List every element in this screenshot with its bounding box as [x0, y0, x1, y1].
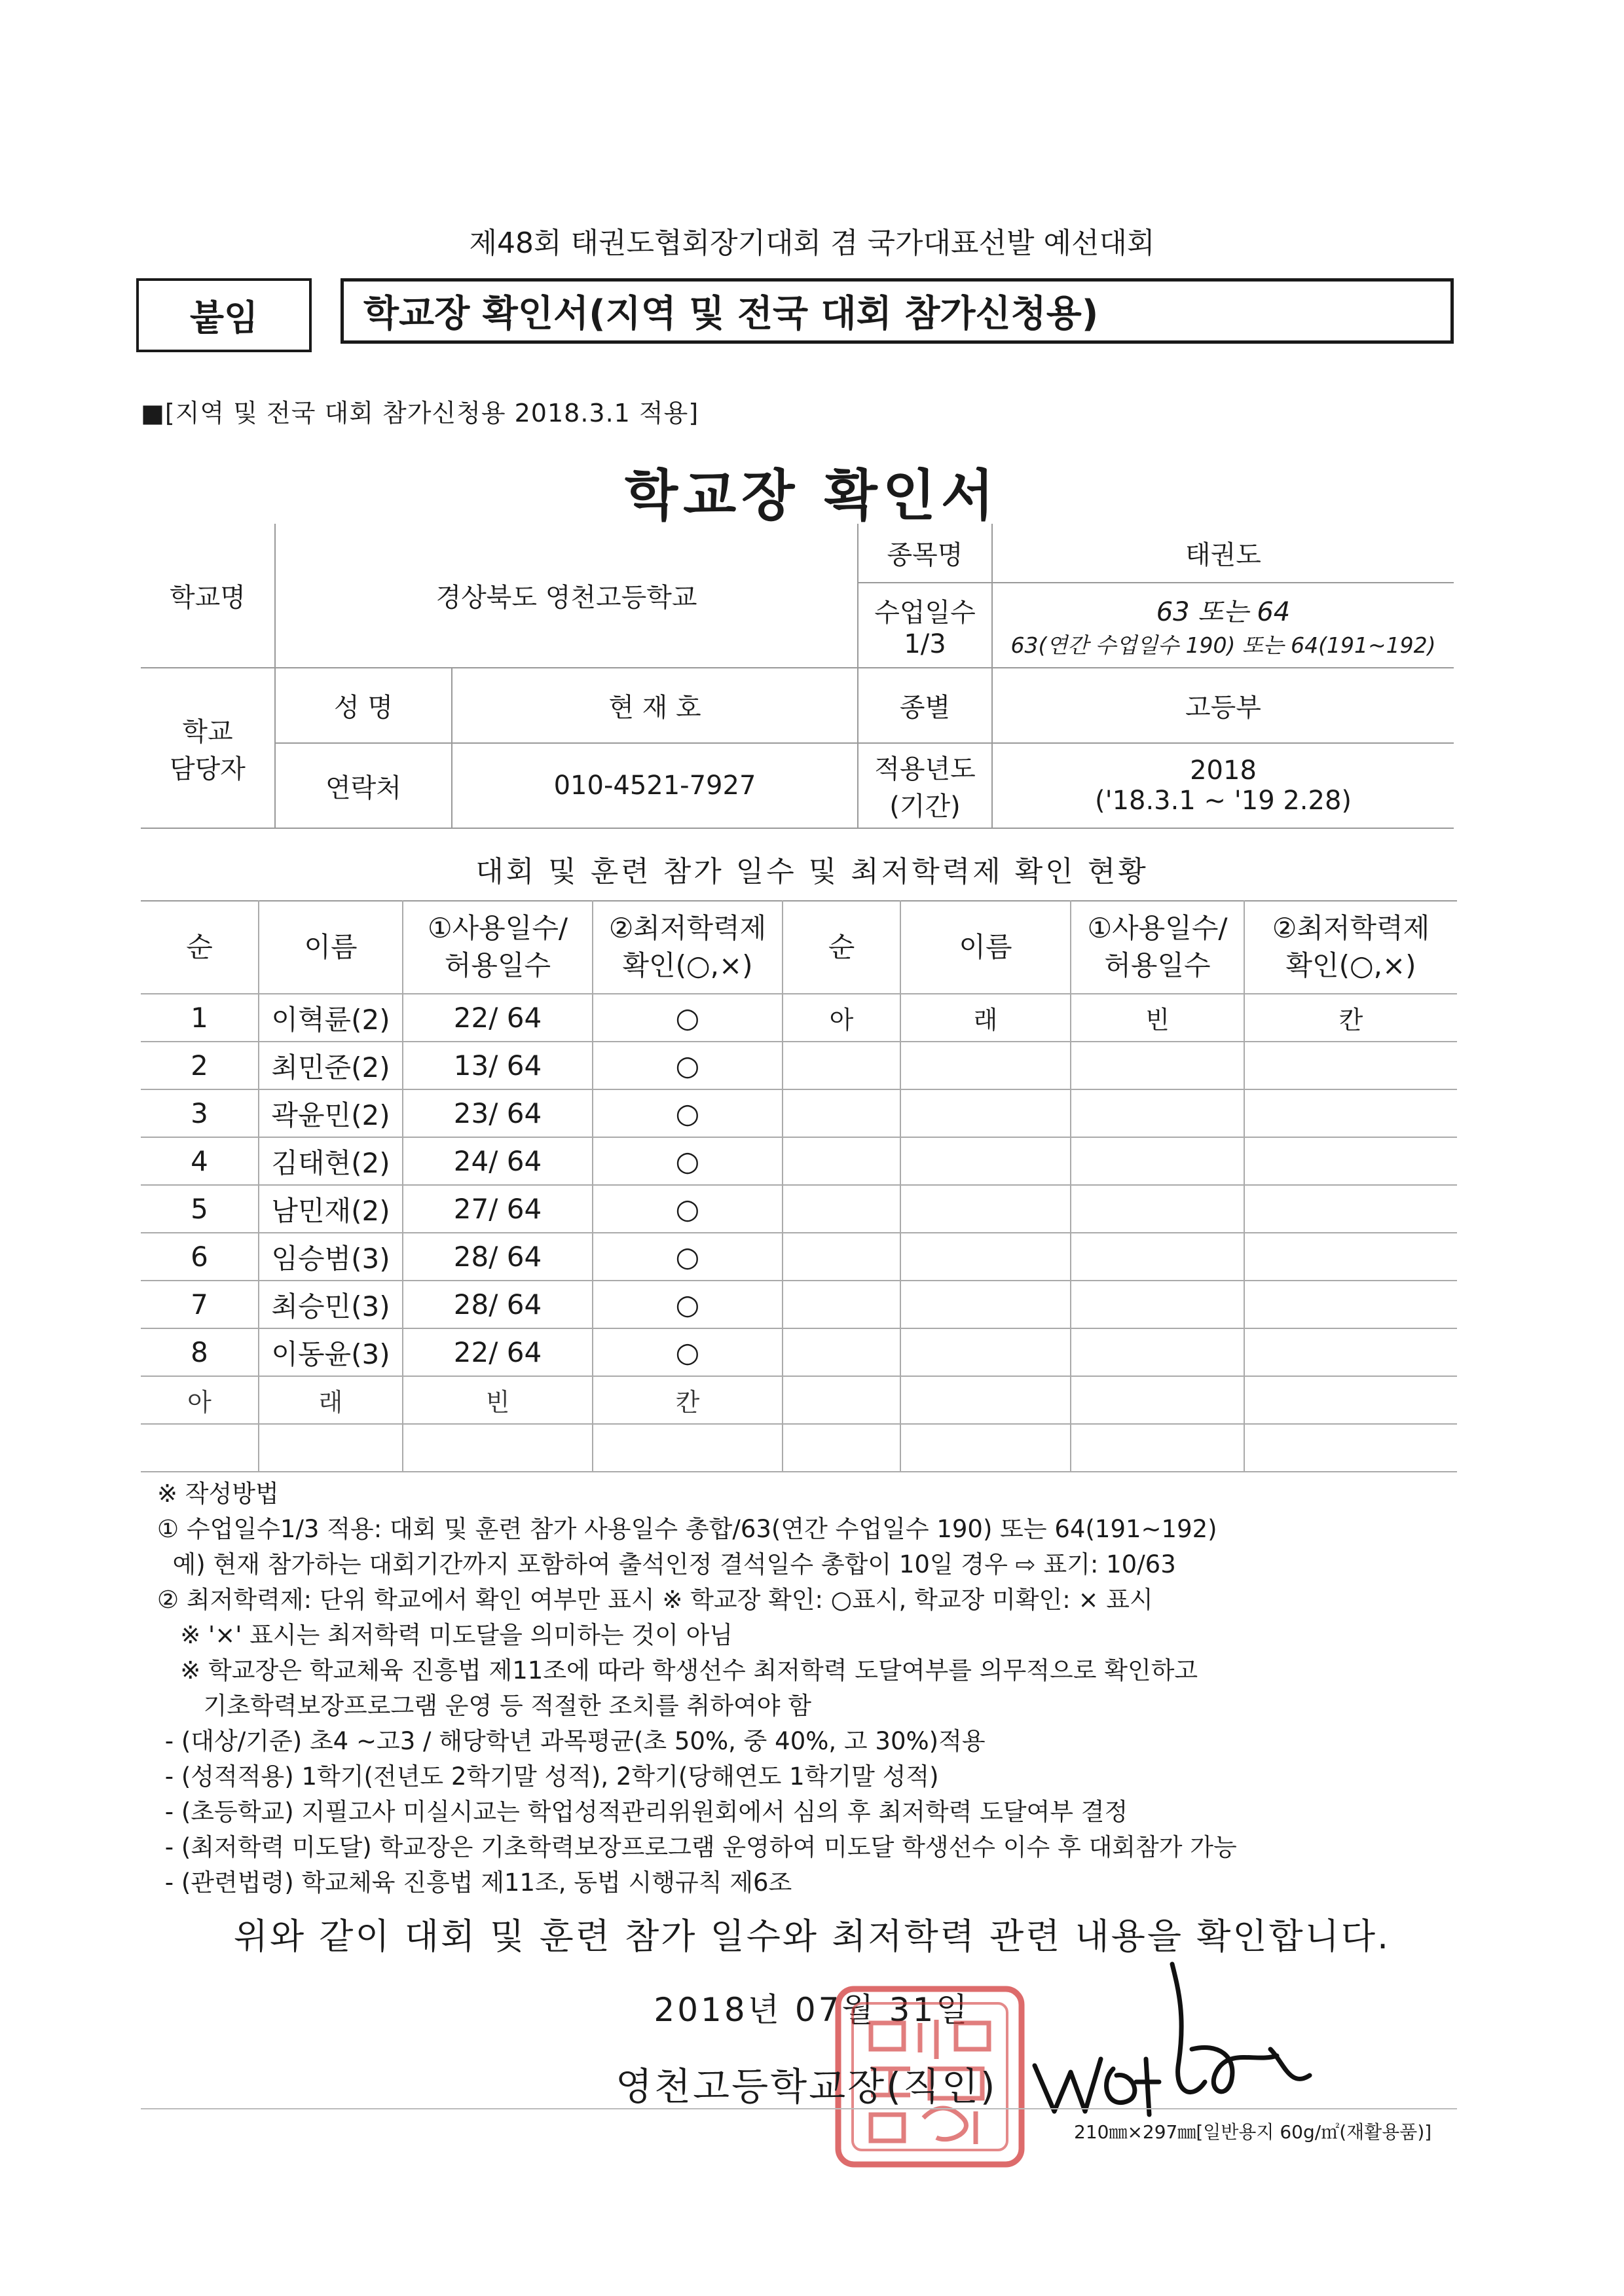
roster-empty-cell [783, 1424, 900, 1472]
confirmation-text: 위와 같이 대회 및 훈련 참가 일수와 최저학력 관련 내용을 확인합니다. [233, 1916, 1391, 1957]
roster-empty-cell [1244, 1089, 1457, 1137]
attachment-label: 붙임 [136, 278, 312, 352]
roster-empty-cell [900, 1233, 1071, 1281]
roster-table [141, 900, 1457, 1472]
roster-no: 3 [141, 1089, 259, 1137]
school-label: 학교명 [141, 524, 275, 668]
roster-check: ○ [593, 1185, 783, 1233]
header-grade-2-line1: ②최저학력제 [1272, 912, 1430, 945]
header-grade-line1: ②최저학력제 [608, 912, 767, 945]
year-label-line1: 적용년도 [874, 754, 976, 784]
roster-days: 22/ 64 [403, 994, 593, 1042]
event-label: 종목명 [858, 524, 992, 583]
roster-no: 1 [141, 994, 259, 1042]
instruction-line: ※ '×' 표시는 최저학력 미도달을 의미하는 것이 아님 [157, 1621, 733, 1649]
roster-empty-cell [1071, 1424, 1244, 1472]
roster-days: 27/ 64 [403, 1185, 593, 1233]
roster-name: 곽윤민(2) [259, 1089, 403, 1137]
signer: 영천고등학교장(직인) [616, 2064, 997, 2109]
roster-empty-cell [783, 1042, 900, 1089]
roster-name: 최민준(2) [259, 1042, 403, 1089]
days-value [992, 583, 1454, 668]
roster-empty-cell [900, 1185, 1071, 1233]
roster-empty-cell [1071, 1137, 1244, 1185]
roster-row [141, 1185, 1457, 1233]
roster-days: 13/ 64 [403, 1042, 593, 1089]
contact-label [141, 668, 275, 828]
roster-empty-cell [259, 1424, 403, 1472]
instruction-line: ① 수업일수1/3 적용: 대회 및 훈련 참가 사용일수 총합/63(연간 수업일수 190) 또는 64(191~192) [157, 1515, 1217, 1543]
header-days-line1: ①사용일수/ [427, 912, 568, 945]
instruction-line: - (대상/기준) 초4 ~고3 / 해당학년 과목평균(초 50%, 중 40%, 고 30%)적용 [157, 1727, 986, 1755]
days-label [858, 583, 992, 668]
roster-empty-cell [783, 1376, 900, 1424]
roster-header-row [141, 901, 1457, 994]
footer-rule [141, 2108, 1457, 2109]
roster-no: 2 [141, 1042, 259, 1089]
name-label: 성 명 [275, 668, 452, 743]
instruction-line: ② 최저학력제: 단위 학교에서 확인 여부만 표시 ※ 학교장 확인: ○표시, 학교장 미확인: × 표시 [157, 1586, 1153, 1614]
roster-empty-cell [900, 1137, 1071, 1185]
roster-days: 28/ 64 [403, 1233, 593, 1281]
roster-no: 4 [141, 1137, 259, 1185]
header-grade [593, 901, 783, 994]
roster-empty-cell [1244, 1137, 1457, 1185]
roster-empty-cell [783, 1185, 900, 1233]
roster-body [141, 994, 1457, 1472]
roster-no: 6 [141, 1233, 259, 1281]
roster-empty-cell [900, 1042, 1071, 1089]
header-grade-2-line2: 확인(○,×) [1285, 949, 1416, 981]
header-grade-line2: 확인(○,×) [622, 949, 753, 981]
roster-row [141, 1089, 1457, 1137]
roster-empty-cell [783, 1089, 900, 1137]
roster-row [141, 1233, 1457, 1281]
roster-filler-cell: 칸 [593, 1376, 783, 1424]
header-no: 순 [141, 901, 259, 994]
roster-name: 최승민(3) [259, 1281, 403, 1328]
roster-empty-cell [1071, 1185, 1244, 1233]
roster-days: 23/ 64 [403, 1089, 593, 1137]
roster-empty-cell [1071, 1042, 1244, 1089]
header-title: 학교장 확인서(지역 및 전국 대회 참가신청용) [341, 278, 1454, 344]
roster-empty-cell [1244, 1042, 1457, 1089]
roster-row [141, 1137, 1457, 1185]
instruction-line: ※ 학교장은 학교체육 진흥법 제11조에 따라 학생선수 최저학력 도달여부를 의무적으로 확인하고 [157, 1656, 1198, 1685]
paper-spec: 210㎜×297㎜[일반용지 60g/㎡(재활용품)] [1074, 2121, 1432, 2143]
category-value: 고등부 [992, 668, 1454, 743]
roster-row [141, 994, 1457, 1042]
roster-check: ○ [593, 1042, 783, 1089]
roster-check: ○ [593, 1281, 783, 1328]
header-name: 이름 [259, 901, 403, 994]
roster-check: ○ [593, 1137, 783, 1185]
header-days-2-line2: 허용일수 [1104, 949, 1211, 981]
roster-empty-cell [593, 1424, 783, 1472]
roster-row [141, 1281, 1457, 1328]
roster-empty-cell [900, 1089, 1071, 1137]
roster-empty-cell [1071, 1233, 1244, 1281]
category-label: 종별 [858, 668, 992, 743]
roster-empty-cell [900, 1328, 1071, 1376]
roster-empty-cell [403, 1424, 593, 1472]
contact-label-line1: 학교 [182, 716, 233, 747]
roster-name: 이동윤(3) [259, 1328, 403, 1376]
instruction-line: 예) 현재 참가하는 대회기간까지 포함하여 출석인정 결석일수 총합이 10일 경우 ⇨ 표기: 10/63 [157, 1550, 1176, 1578]
instruction-line: 기초학력보장프로그램 운영 등 적절한 조치를 취하여야 함 [157, 1692, 811, 1720]
instruction-line: - (성적적용) 1학기(전년도 2학기말 성적), 2학기(당해연도 1학기말 성적) [157, 1762, 939, 1791]
roster-empty-cell [1071, 1089, 1244, 1137]
roster-name: 남민재(2) [259, 1185, 403, 1233]
roster-check: ○ [593, 1233, 783, 1281]
roster-empty-cell [1244, 1328, 1457, 1376]
roster-no: 5 [141, 1185, 259, 1233]
roster-title: 대회 및 훈련 참가 일수 및 최저학력제 확인 현황 [475, 855, 1149, 888]
roster-empty-cell [1244, 1185, 1457, 1233]
header-grade-2 [1244, 901, 1457, 994]
days-label-line1: 수업일수 [874, 597, 976, 628]
roster-empty-cell [783, 1137, 900, 1185]
instruction-line: - (초등학교) 지필고사 미실시교는 학업성적관리위원회에서 심의 후 최저학력 도달여부 결정 [157, 1798, 1128, 1826]
instruction-line: - (관련법령) 학교체육 진흥법 제11조, 동법 시행규칙 제6조 [157, 1868, 792, 1897]
contact-label-line2: 담당자 [170, 754, 246, 784]
roster-check: ○ [593, 1328, 783, 1376]
principal-signature [1022, 1951, 1323, 2121]
roster-no: 7 [141, 1281, 259, 1328]
instruction-line: - (최저학력 미도달) 학교장은 기초학력보장프로그램 운영하여 미도달 학생선수 이수 후 대회참가 가능 [157, 1833, 1237, 1861]
roster-filler-cell: 빈 [403, 1376, 593, 1424]
instruction-line: ※ 작성방법 [157, 1480, 279, 1508]
year-value [992, 743, 1454, 828]
roster-days: 24/ 64 [403, 1137, 593, 1185]
roster-row [141, 1042, 1457, 1089]
header-name-2: 이름 [900, 901, 1071, 994]
header-days-2-line1: ①사용일수/ [1087, 912, 1228, 945]
roster-row [141, 1328, 1457, 1376]
phone-label: 연락처 [275, 743, 452, 828]
roster-name: 이혁륜(2) [259, 994, 403, 1042]
roster-name: 임승범(3) [259, 1233, 403, 1281]
roster-empty-cell [1071, 1376, 1244, 1424]
roster-empty-cell [783, 1281, 900, 1328]
roster-filler-cell: 아 [783, 994, 900, 1042]
event-title: 제48회 태권도협회장기대회 겸 국가대표선발 예선대회 [469, 227, 1155, 260]
year-value-line2: ('18.3.1 ~ '19 2.28) [1094, 786, 1352, 816]
roster-empty-cell [783, 1328, 900, 1376]
roster-name: 김태현(2) [259, 1137, 403, 1185]
roster-empty-cell [1071, 1328, 1244, 1376]
date: 2018년 07월 31일 [654, 1991, 970, 2029]
roster-check: ○ [593, 1089, 783, 1137]
roster-check: ○ [593, 994, 783, 1042]
roster-empty-cell [1244, 1424, 1457, 1472]
event-value: 태권도 [992, 524, 1454, 583]
roster-no: 8 [141, 1328, 259, 1376]
roster-empty-cell [141, 1424, 259, 1472]
roster-days: 28/ 64 [403, 1281, 593, 1328]
roster-empty-cell [900, 1376, 1071, 1424]
roster-filler-cell: 래 [259, 1376, 403, 1424]
year-value-line1: 2018 [1190, 756, 1257, 786]
roster-empty-cell [1244, 1233, 1457, 1281]
instructions [157, 1476, 1480, 1901]
header-days-2 [1071, 901, 1244, 994]
apply-note: ■[지역 및 전국 대회 참가신청용 2018.3.1 적용] [141, 399, 699, 428]
roster-filler-row [141, 1424, 1457, 1472]
roster-filler-cell: 빈 [1071, 994, 1244, 1042]
roster-empty-cell [783, 1233, 900, 1281]
roster-filler-row [141, 1376, 1457, 1424]
days-value-line1: 63 또는 64 [1156, 597, 1291, 627]
year-label-line2: (기간) [889, 792, 961, 822]
phone-value: 010-4521-7927 [452, 743, 858, 828]
name-value: 현 재 호 [452, 668, 858, 743]
header-days [403, 901, 593, 994]
header-days-line2: 허용일수 [444, 949, 551, 981]
days-label-line2: 1/3 [904, 629, 946, 659]
roster-empty-cell [900, 1424, 1071, 1472]
roster-filler-cell: 래 [900, 994, 1071, 1042]
info-table [141, 524, 1454, 829]
roster-empty-cell [1071, 1281, 1244, 1328]
roster-days: 22/ 64 [403, 1328, 593, 1376]
year-label [858, 743, 992, 828]
days-value-line2: 63(연간 수업일수 190) 또는 64(191~192) [1010, 632, 1436, 658]
document-title: 학교장 확인서 [624, 464, 1000, 528]
roster-filler-cell: 아 [141, 1376, 259, 1424]
school-value: 경상북도 영천고등학교 [275, 524, 858, 668]
roster-empty-cell [1244, 1281, 1457, 1328]
roster-empty-cell [900, 1281, 1071, 1328]
roster-filler-cell: 칸 [1244, 994, 1457, 1042]
header-no-2: 순 [783, 901, 900, 994]
roster-empty-cell [1244, 1376, 1457, 1424]
